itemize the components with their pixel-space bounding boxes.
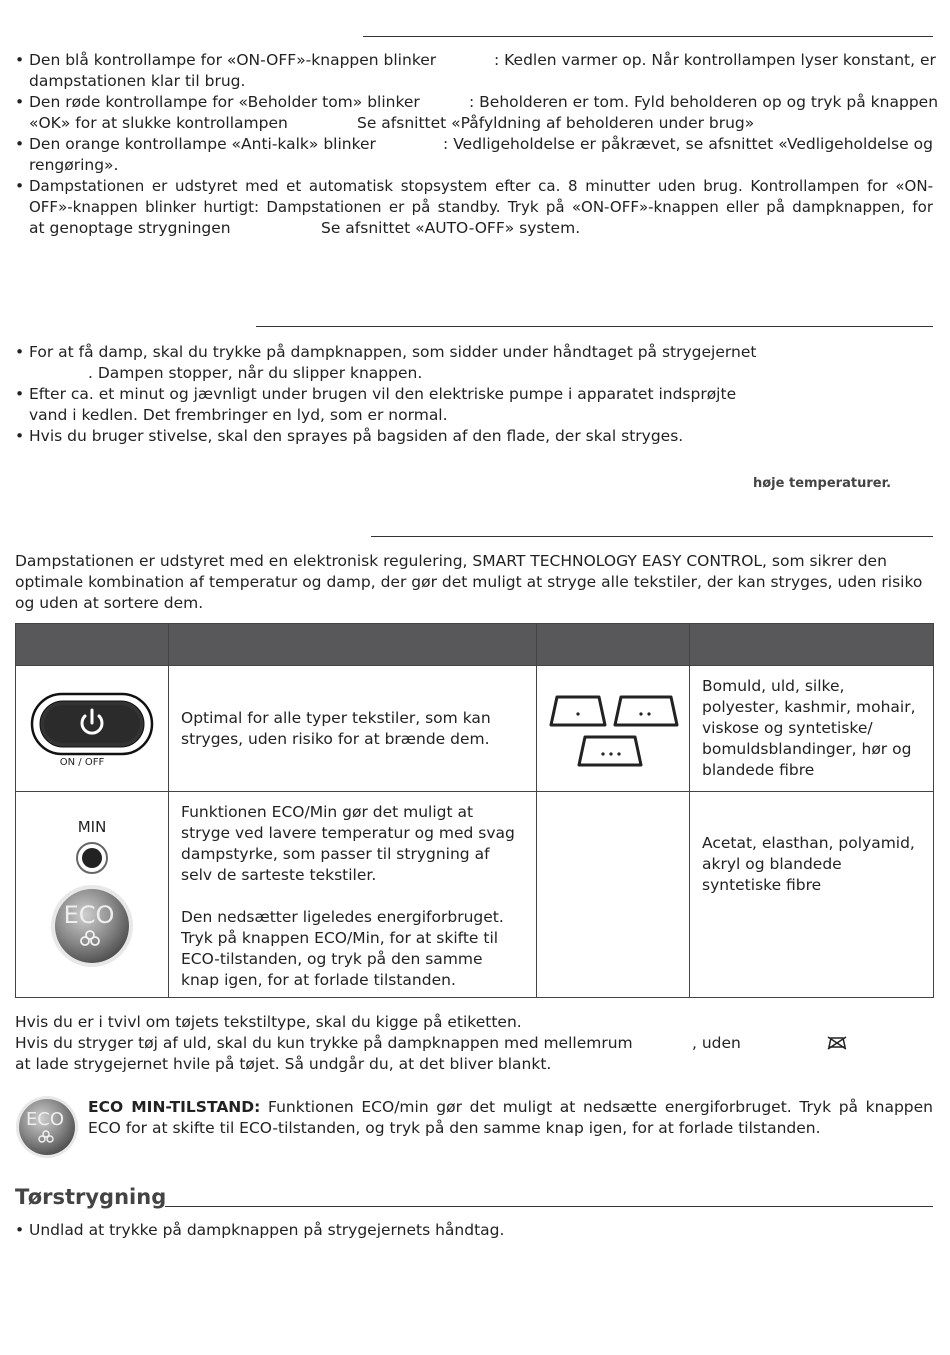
item-text-cont: Se afsnittet «AUTO-OFF» system.	[321, 219, 581, 237]
section4-heading-rule	[165, 1206, 933, 1207]
on-off-label: ON / OFF	[59, 756, 105, 768]
eco-note-title: ECO MIN-TILSTAND:	[88, 1098, 261, 1116]
list-item	[29, 176, 933, 197]
table-header-cell	[16, 624, 169, 666]
fabrics-cell	[690, 666, 934, 792]
iron-three-dots-icon	[615, 697, 677, 725]
intro-text: optimale kombination af temperatur og damp, der gør det muligt at stryge alle tekstiler, der kan stryges, uden risiko	[15, 573, 923, 591]
fabrics-text: Acetat, elasthan, polyamid, akryl og blandede syntetiske fibre	[702, 834, 915, 894]
on-off-button-icon	[30, 690, 154, 768]
item-text: Den røde kontrollampe for «Beholder tom» blinker	[29, 93, 420, 111]
settings-table	[15, 623, 934, 998]
item-text-cont: : Kedlen varmer op. Når kontrollampen lyser konstant, er	[494, 51, 936, 69]
intro-text: Dampstationen er udstyret med en elektronisk regulering, SMART TECHNOLOGY EASY CONTROL, som sikrer den	[15, 552, 887, 570]
list-item	[29, 342, 756, 363]
eco-label: ECO	[63, 901, 115, 929]
description-cell	[169, 792, 537, 998]
section3-heading-rule	[371, 536, 933, 537]
warning-text: høje temperaturer.	[753, 476, 892, 491]
table-header-cell	[169, 624, 537, 666]
item-text-cont: : Beholderen er tom. Fyld beholderen op og tryk på knappen	[469, 93, 939, 111]
item-text: For at få damp, skal du trykke på dampknappen, som sidder under håndtaget på strygejernet	[29, 343, 757, 361]
min-indicator-icon	[74, 840, 110, 876]
fabrics-text: Bomuld, uld, silke, polyester, kashmir, mohair, viskose og syntetiske/ bomuldsblandinger, hør og blandede fibre	[702, 677, 916, 779]
item-text-cont: : Vedligeholdelse er påkrævet, se afsnittet «Vedligeholdelse og	[443, 135, 933, 153]
item-text-cont: at genoptage strygningen	[29, 219, 231, 237]
description-text: Funktionen ECO/Min gør det muligt at stryge ved lavere temperatur og med svag dampstyrke, som passer til strygning af selv de sarteste tekstiler.	[181, 803, 515, 884]
list-item	[29, 384, 736, 405]
list-item	[29, 1220, 504, 1241]
button-cell	[16, 666, 169, 792]
tip-text: , uden	[692, 1034, 741, 1052]
item-text-cont: Se afsnittet «Påfyldning af beholderen under brug»	[357, 114, 755, 132]
item-text: Hvis du bruger stivelse, skal den sprayes på bagsiden af den flade, der skal stryges.	[29, 427, 684, 445]
eco-button-icon	[50, 884, 134, 968]
table-header-cell	[537, 624, 690, 666]
temperature-cell	[537, 792, 690, 998]
item-text-cont: . Dampen stopper, når du slipper knappen.	[88, 364, 423, 382]
item-text: Efter ca. et minut og jævnligt under brugen vil den elektriske pumpe i apparatet indsprøjte	[29, 385, 737, 403]
section1-heading-rule	[363, 36, 933, 37]
iron-two-dots-icon	[551, 697, 605, 725]
tip-text: at lade strygejernet hvile på tøjet. Så undgår du, at det bliver blankt.	[15, 1055, 552, 1073]
item-text-cont: vand i kedlen. Det frembringer en lyd, som er normal.	[29, 406, 448, 424]
tip-text: Hvis du er i tvivl om tøjets tekstiltype, skal du kigge på etiketten.	[15, 1013, 522, 1031]
list-item	[29, 92, 420, 113]
section2-heading-rule	[256, 326, 933, 327]
item-text-cont: rengøring».	[29, 156, 119, 174]
item-text-cont: OFF»-knappen blinker hurtigt: Dampstationen er på standby. Tryk på «ON-OFF»-knappen eller på dampknappen, for	[29, 198, 933, 216]
no-steam-icon	[826, 1036, 848, 1050]
description-text: Optimal for alle typer tekstiler, som kan stryges, uden risiko for at brænde dem.	[181, 708, 491, 748]
table-row	[16, 666, 934, 792]
list-item	[29, 426, 683, 447]
table-header-row	[16, 624, 934, 666]
eco-icon-label: ECO	[25, 1109, 65, 1130]
item-text: • Dampstationen er udstyret med et automatisk stopsystem efter ca. 8 minutter uden brug. Kontrollampen for «ON-	[29, 177, 933, 195]
section4-title: Tørstrygning	[15, 1185, 167, 1209]
intro-text: og uden at sortere dem.	[15, 594, 204, 612]
item-text: Undlad at trykke på dampknappen på strygejernets håndtag.	[29, 1221, 505, 1239]
eco-icon	[15, 1095, 79, 1159]
list-item	[29, 50, 436, 71]
temperature-cell	[537, 666, 690, 792]
iron-four-dots-icon	[579, 737, 641, 765]
item-text: Den blå kontrollampe for «ON-OFF»-knappen blinker	[29, 51, 437, 69]
button-cell	[16, 792, 169, 998]
fabrics-cell	[690, 792, 934, 998]
eco-note-body: Funktionen ECO/min gør det muligt at nedsætte energiforbruget. Tryk på knappen ECO for at skifte til ECO-tilstanden, og tryk på den samme knap igen, for at forlade tilstanden.	[88, 1098, 933, 1137]
item-text: Den orange kontrollampe «Anti-kalk» blinker	[29, 135, 376, 153]
min-label: MIN	[77, 818, 107, 836]
item-text-cont: «OK» for at slukke kontrollampen	[29, 114, 288, 132]
tip-text: Hvis du stryger tøj af uld, skal du kun trykke på dampknappen med mellemrum	[15, 1034, 633, 1052]
table-header-cell	[690, 624, 934, 666]
iron-temperature-icons	[543, 689, 683, 769]
list-item	[29, 134, 376, 155]
item-text-cont: dampstationen klar til brug.	[29, 72, 246, 90]
description-text: Den nedsætter ligeledes energiforbruget. Tryk på knappen ECO/Min, for at skifte til ECO-tilstanden, og tryk på den samme knap igen, for at forlade tilstanden.	[181, 908, 504, 989]
eco-note-text	[88, 1097, 933, 1139]
table-row	[16, 792, 934, 998]
description-cell	[169, 666, 537, 792]
